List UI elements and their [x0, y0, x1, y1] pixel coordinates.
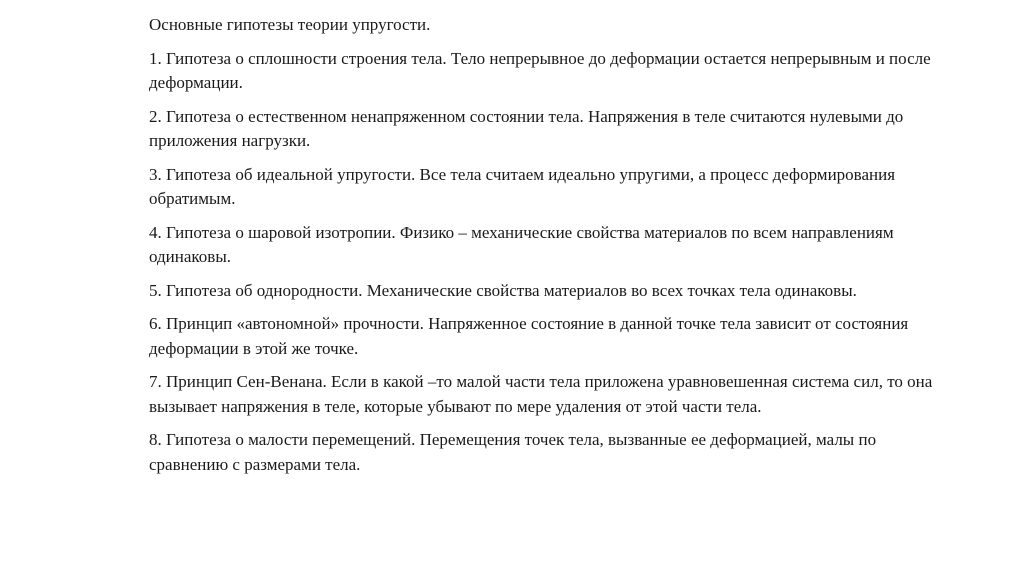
principle-paragraph-7: 7. Принцип Сен-Венана. Если в какой –то малой части тела приложена уравновешенная система сил, то она вызывает напряжения в теле, которые убывают по мере удаления от этой части тела.: [149, 372, 933, 416]
hypothesis-paragraph-8: 8. Гипотеза о малости перемещений. Перемещения точек тела, вызванные ее деформацией, малы по сравнению с размерами тела.: [149, 430, 877, 474]
principle-paragraph-6: 6. Принцип «автономной» прочности. Напряженное состояние в данной точке тела зависит от состояния деформации в этой же точке.: [149, 314, 909, 358]
hypothesis-paragraph-3: 3. Гипотеза об идеальной упругости. Все тела считаем идеально упругими, а процесс деформирования обратимым.: [149, 164, 896, 208]
hypothesis-paragraph-5: 5. Гипотеза об однородности. Механические свойства материалов во всех точках тела одинаковы.: [149, 280, 857, 300]
hypothesis-paragraph-4: 4. Гипотеза о шаровой изотропии. Физико – механические свойства материалов по всем направлениям одинаковы.: [149, 222, 894, 266]
document-page: [149, 13, 939, 486]
document-title: Основные гипотезы теории упругости.: [149, 15, 431, 34]
hypothesis-paragraph-2: 2. Гипотеза о естественном ненапряженном состоянии тела. Напряжения в теле считаются нулевыми до приложения нагрузки.: [149, 106, 904, 150]
hypothesis-paragraph-1: 1. Гипотеза о сплошности строения тела. Тело непрерывное до деформации остается непрерывным и после деформации.: [149, 48, 931, 92]
